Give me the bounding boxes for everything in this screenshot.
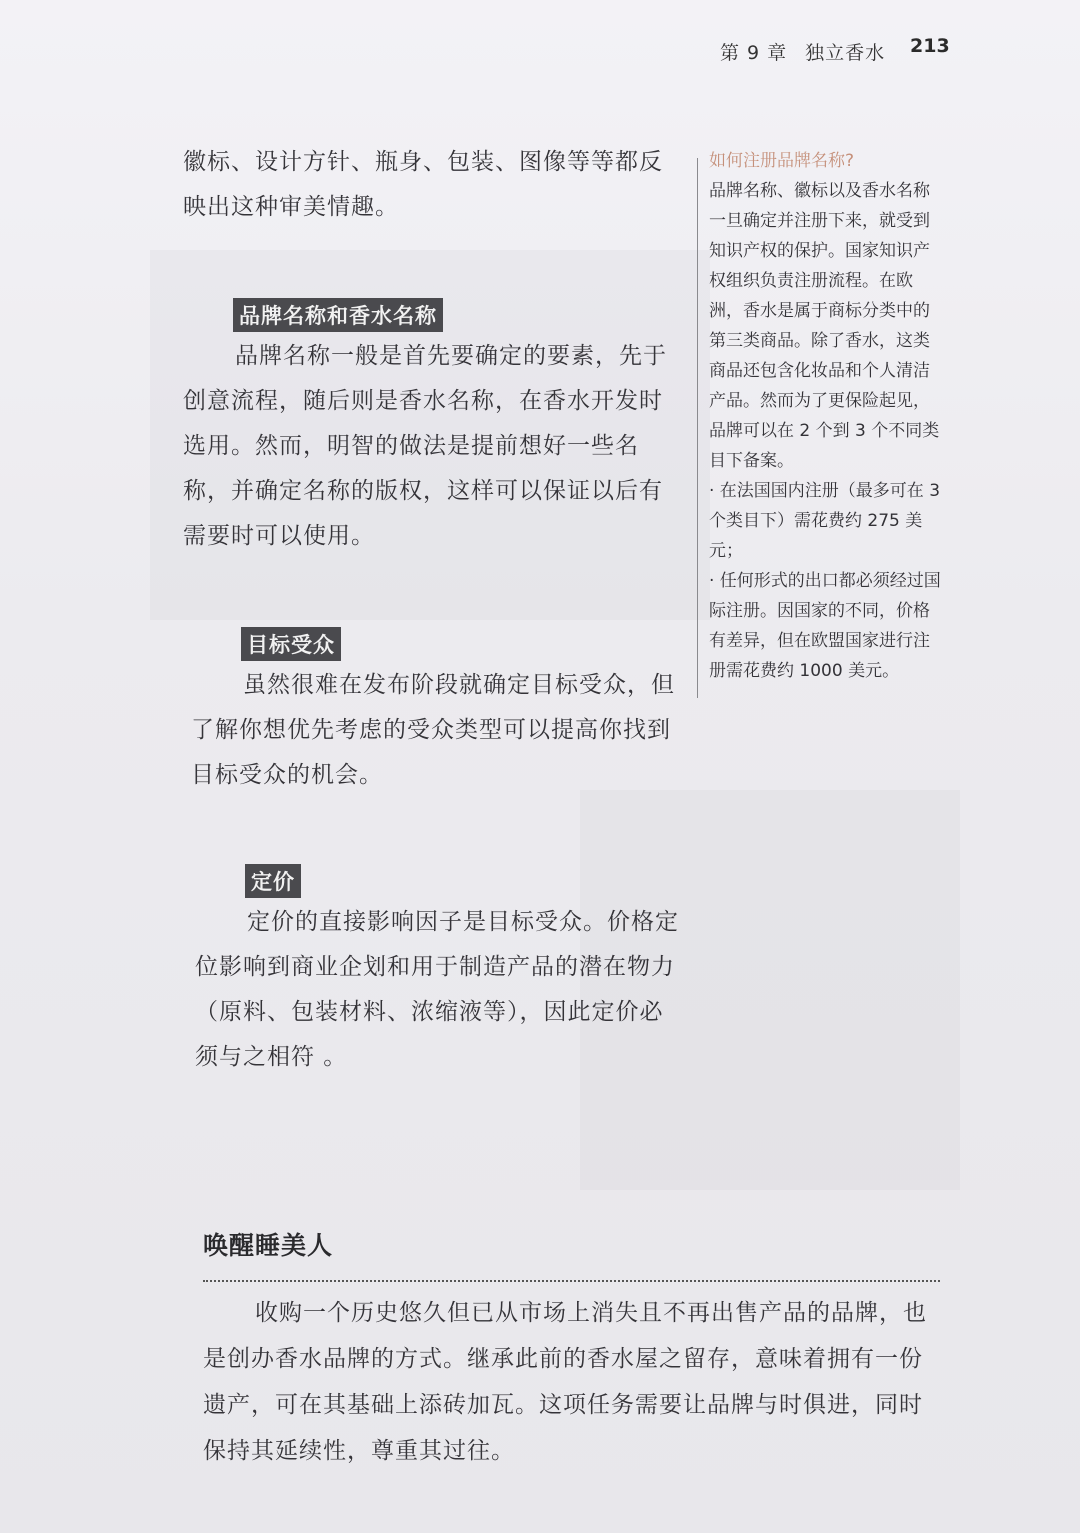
- section-heading: 定价: [245, 864, 301, 898]
- section-title: 唤醒睡美人: [203, 1231, 334, 1260]
- section-body: 定价的直接影响因子是目标受众。价格定位影响到商业企划和用于制造产品的潜在物力（原料、包装材料、浓缩液等），因此定价必须与之相符 。: [195, 909, 679, 1070]
- bottom-paragraph: 收购一个历史悠久但已从市场上消失且不再出售产品的品牌，也是创办香水品牌的方式。继承此前的香水屋之留存，意味着拥有一份遗产，可在其基础上添砖加瓦。这项任务需要让品牌与时俱进，同时保持其延续性，尊重其过往。: [203, 1300, 927, 1464]
- sidebar-title: 如何注册品牌名称?: [709, 151, 855, 171]
- sidebar-divider: [697, 158, 698, 698]
- dotted-divider: [203, 1280, 940, 1282]
- sidebar-bullet: · 在法国国内注册（最多可在 3 个类目下）需花费约 275 美元；: [709, 481, 941, 561]
- chapter-title: 独立香水: [805, 42, 886, 64]
- sidebar-box: [709, 146, 945, 686]
- section-body: 品牌名称一般是首先要确定的要素，先于创意流程，随后则是香水名称，在香水开发时选用。然而，明智的做法是提前想好一些名称，并确定名称的版权，这样可以保证以后有需要时可以使用。: [183, 343, 667, 549]
- main-column: [183, 140, 683, 1080]
- sidebar-body: 品牌名称、徽标以及香水名称一旦确定并注册下来，就受到知识产权的保护。国家知识产权组织负责注册流程。在欧洲，香水是属于商标分类中的第三类商品。除了香水，这类商品还包含化妆品和个人清洁产品。然而为了更保险起见，品牌可以在 2 个到 3 个不同类目下备案。: [709, 181, 940, 471]
- sidebar-bullet: · 任何形式的出口都必须经过国际注册。因国家的不同，价格有差异，但在欧盟国家进行注册需花费约 1000 美元。: [709, 571, 941, 681]
- chapter-number: 第 9 章: [720, 42, 788, 64]
- section-heading: 目标受众: [241, 627, 341, 661]
- section-heading: 品牌名称和香水名称: [233, 298, 443, 332]
- intro-paragraph: 徽标、设计方针、瓶身、包装、图像等等都反映出这种审美情趣。: [183, 149, 663, 220]
- page-number: 213: [910, 35, 950, 57]
- bottom-section: [203, 1290, 943, 1474]
- running-header: [720, 38, 885, 65]
- section-body: 虽然很难在发布阶段就确定目标受众，但了解你想优先考虑的受众类型可以提高你找到目标受众的机会。: [191, 672, 675, 788]
